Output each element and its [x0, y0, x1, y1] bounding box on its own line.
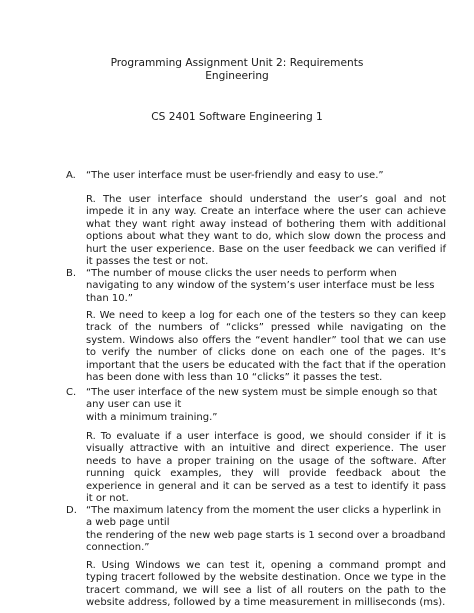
answer-line: tracert command, we will see a list of all routers on the path to the: [86, 584, 446, 596]
statement-line: navigating to any window of the system’s user interface must be less: [86, 280, 435, 292]
answer-line: website address, followed by a time measurement in milliseconds (ms).: [86, 597, 446, 609]
answer-line: what they want right away instead of bothering them with additional: [86, 218, 446, 230]
statement-line: than 10.”: [86, 292, 133, 304]
answer-line: has been done with less than 10 “clicks” it passes the test.: [86, 372, 383, 384]
statement-line: any user can use it: [86, 399, 182, 411]
course-title: CS 2401 Software Engineering 1: [151, 111, 323, 123]
document-title-line-2: Engineering: [205, 70, 269, 82]
statement-line: “The maximum latency from the moment the user clicks a hyperlink in: [86, 505, 442, 516]
answer-line: it or not.: [86, 493, 129, 505]
answer-line: R. Using Windows we can test it, opening a command prompt and: [86, 560, 446, 571]
requirement-statement: [86, 170, 446, 182]
answer-line: to verify the number of clicks done on each one of the pages. It’s: [86, 347, 446, 359]
answer-line: system. Windows also offers the “event handler” tool that we can use: [86, 334, 446, 346]
statement-line: a web page until: [86, 517, 170, 529]
answer-line: track of the numbers of “clicks” pressed while navigating on the: [86, 322, 446, 334]
statement-line: connection.”: [86, 542, 150, 554]
answer-line: important that the users be educated with the fact that if the operation: [86, 359, 446, 371]
item-marker: A.: [66, 170, 76, 181]
statement-line: with a minimum training.”: [86, 411, 218, 423]
item-marker: C.: [66, 387, 77, 398]
requirement-answer: [86, 431, 446, 505]
answer-line: R. The user interface should understand the user’s goal and not: [86, 194, 446, 205]
requirement-answer: [86, 310, 446, 384]
answer-line: hurt the user experience. Base on the user feedback we can verified if: [86, 243, 446, 255]
requirement-statement: [86, 268, 446, 305]
answer-line: typing tracert followed by the website destination. Once we type in the: [86, 572, 446, 584]
answer-line: impede it in any way. Create an interface where the user can achieve: [86, 206, 446, 218]
requirement-statement: [86, 387, 446, 424]
item-marker: D.: [66, 505, 77, 516]
answer-line: options about what they want to do, which slow down the process and: [86, 231, 446, 243]
answer-line: running quick examples, they will provide feedback about the: [86, 468, 446, 480]
document-title-line-1: Programming Assignment Unit 2: Requirements: [110, 57, 364, 69]
requirement-answer: [86, 194, 446, 268]
item-marker: B.: [66, 268, 77, 279]
answer-line: visually attractive with an intuitive and direct experience. The user: [86, 443, 446, 455]
answer-line: experience in general and it can be served as a test to identify it pass: [86, 480, 446, 492]
requirement-statement: [86, 505, 446, 555]
answer-line: needs to have a proper training on the usage of the software. After: [86, 455, 446, 467]
answer-line: R. To evaluate if a user interface is good, we should consider if it is: [86, 431, 446, 442]
statement-line: the rendering of the new web page starts is 1 second over a broadband: [86, 529, 446, 541]
statement-line: “The number of mouse clicks the user needs to perform when: [86, 268, 397, 279]
statement-line: “The user interface of the new system must be simple enough so that: [86, 387, 438, 398]
answer-line: it passes the test or not.: [86, 256, 209, 268]
requirement-answer: [86, 560, 446, 610]
statement-line: “The user interface must be user-friendly and easy to use.”: [86, 170, 384, 181]
answer-line: R. We need to keep a log for each one of the testers so they can keep: [86, 310, 446, 321]
